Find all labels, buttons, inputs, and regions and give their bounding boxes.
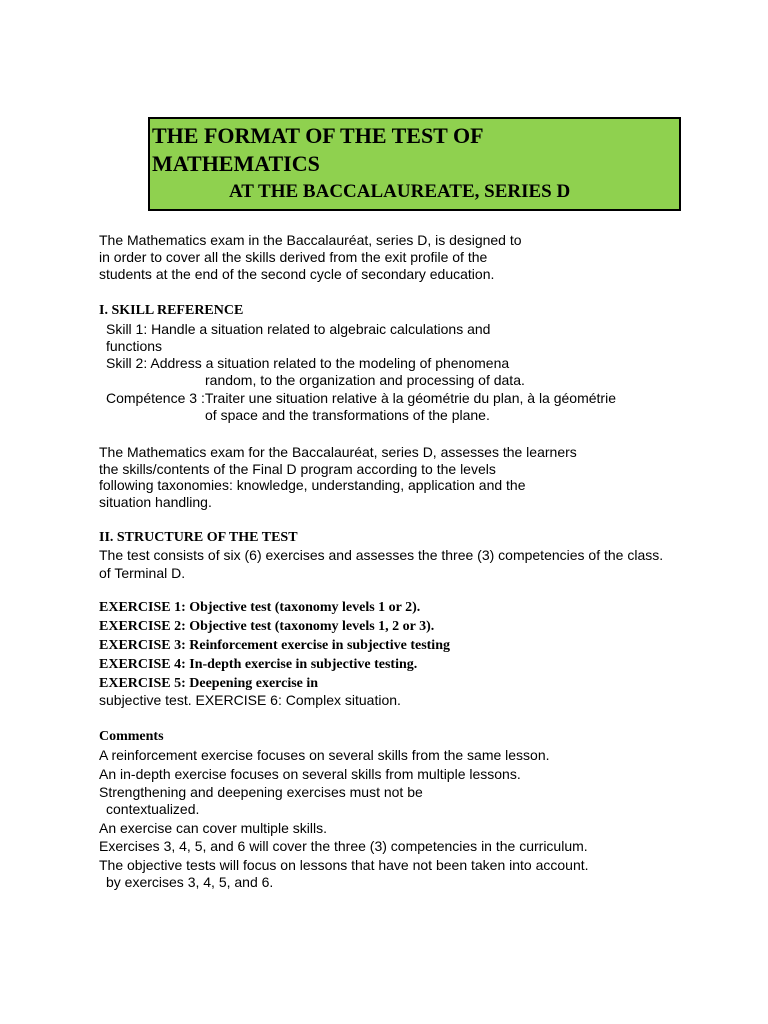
intro-line: in order to cover all the skills derived from the exit profile of the [99,249,488,265]
section-heading-structure: II. STRUCTURE OF THE TEST [99,530,298,545]
intro-line: The Mathematics exam in the Baccalauréat, series D, is designed to [99,232,522,248]
comment-line: Strengthening and deepening exercises must not be [99,784,423,800]
document-title-line-1: THE FORMAT OF THE TEST OF [152,123,484,148]
document-title-line-2: MATHEMATICS [152,151,320,176]
skill-line: random, to the organization and processing of data. [205,372,525,388]
structure-line: of Terminal D. [99,565,186,581]
comment-line: Exercises 3, 4, 5, and 6 will cover the three (3) competencies in the curriculum. [99,838,588,854]
exercise-item: EXERCISE 1: Objective test (taxonomy levels 1 or 2). [99,600,421,615]
document-subtitle: AT THE BACCALAUREATE, SERIES D [229,181,571,202]
exercise-item: EXERCISE 5: Deepening exercise in [99,676,319,691]
exercise-tail: subjective test. EXERCISE 6: Complex situation. [99,692,401,708]
exercise-item: EXERCISE 2: Objective test (taxonomy levels 1, 2 or 3). [99,619,435,634]
comment-line: contextualized. [106,801,200,817]
exercise-item: EXERCISE 4: In-depth exercise in subjective testing. [99,657,418,672]
skill-line: Skill 2: Address a situation related to the modeling of phenomena [106,355,510,371]
skill-line: Compétence 3 :Traiter une situation relative à la géométrie du plan, à la géométrie [106,390,616,406]
assessment-line: situation handling. [99,494,212,510]
comment-line: A reinforcement exercise focuses on several skills from the same lesson. [99,747,550,763]
comment-line: An exercise can cover multiple skills. [99,820,327,836]
section-heading-comments: Comments [99,729,164,744]
assessment-line: The Mathematics exam for the Baccalauréat, series D, assesses the learners [99,444,577,460]
skill-line: of space and the transformations of the plane. [205,407,490,423]
exercise-item: EXERCISE 3: Reinforcement exercise in subjective testing [99,638,450,653]
comment-line: The objective tests will focus on lessons that have not been taken into account. [99,857,589,873]
skill-line: functions [106,338,163,354]
section-heading-skill-reference: I. SKILL REFERENCE [99,303,244,318]
structure-line: The test consists of six (6) exercises and assesses the three (3) competencies of the class. [99,547,664,563]
title-box [148,117,681,211]
assessment-line: the skills/contents of the Final D program according to the levels [99,461,496,477]
skill-line: Skill 1: Handle a situation related to algebraic calculations and [106,321,491,337]
assessment-line: following taxonomies: knowledge, understanding, application and the [99,477,526,493]
intro-line: students at the end of the second cycle of secondary education. [99,266,495,282]
comment-line: An in-depth exercise focuses on several skills from multiple lessons. [99,766,521,782]
comment-line: by exercises 3, 4, 5, and 6. [106,874,274,890]
